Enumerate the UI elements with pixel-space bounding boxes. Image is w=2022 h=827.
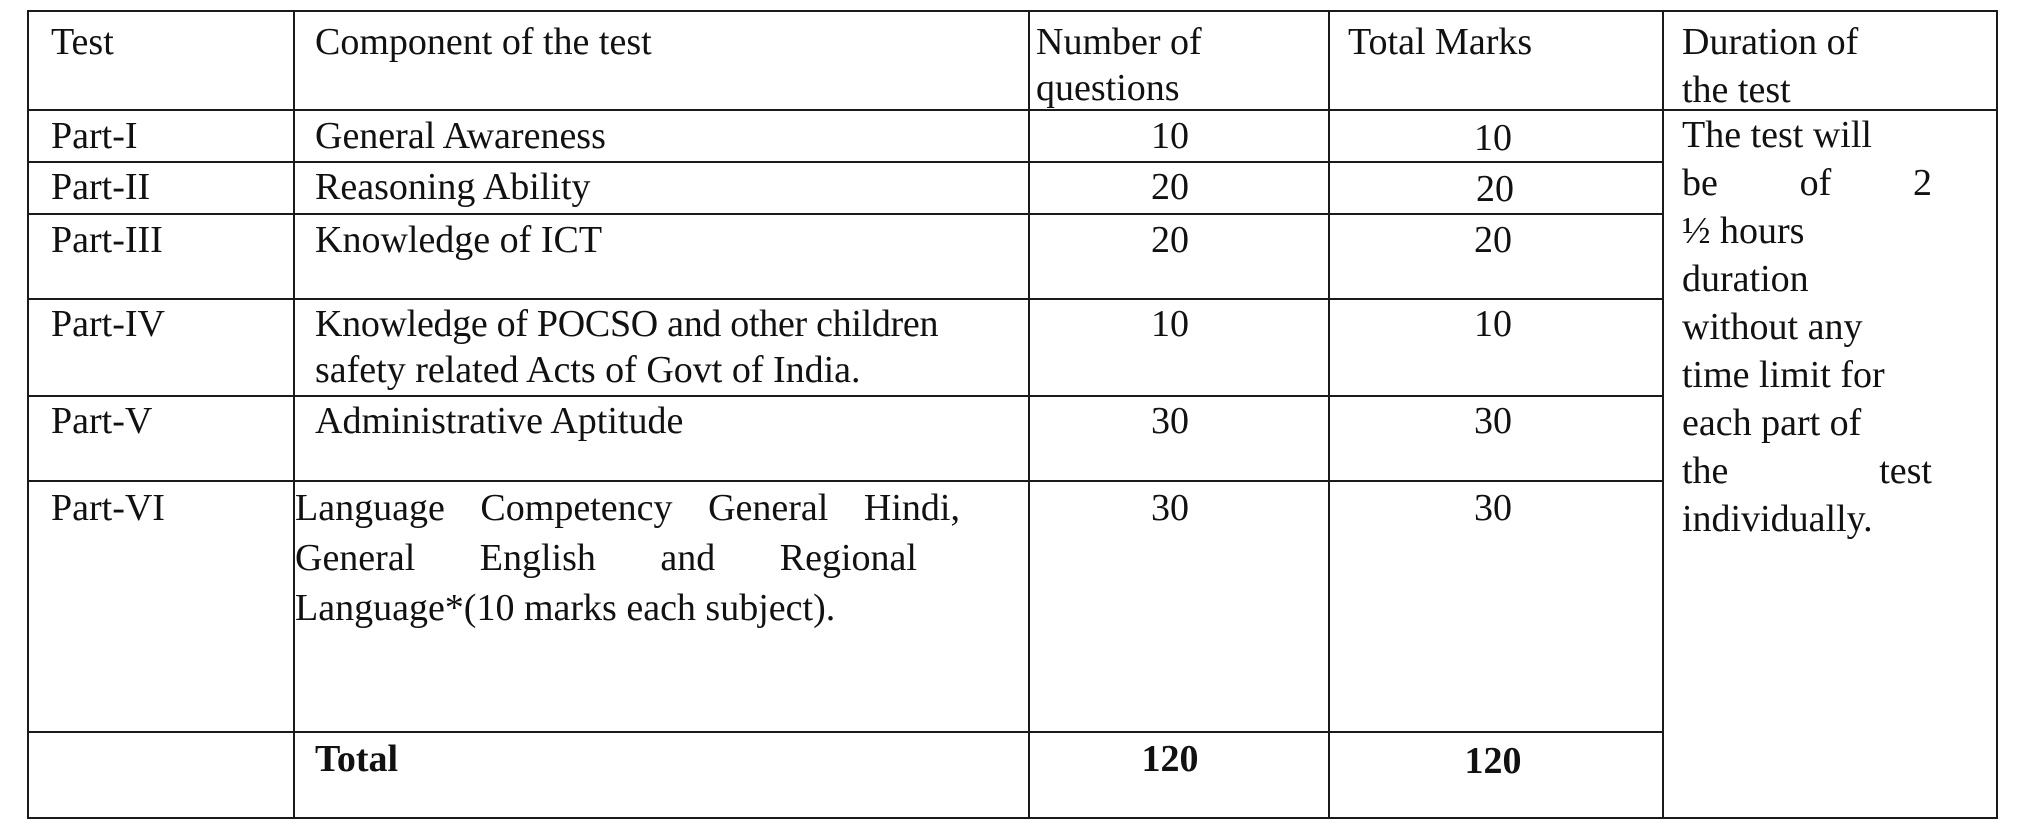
row-4-test: Part-IV bbox=[51, 303, 165, 345]
duration-line-6: time limit for bbox=[1682, 354, 1885, 396]
header-marks: Total Marks bbox=[1348, 21, 1533, 63]
row-3-component: Knowledge of ICT bbox=[315, 219, 603, 261]
table-row-2-marks-cell bbox=[1328, 161, 1664, 215]
total-marks: 120 bbox=[1464, 740, 1522, 782]
duration-line-3: ½ hours bbox=[1682, 210, 1805, 252]
total-row-test-cell bbox=[27, 731, 295, 819]
table-row-4-questions-cell bbox=[1028, 298, 1330, 397]
table-row-3-component-cell bbox=[293, 213, 1030, 300]
duration-line-2 bbox=[1682, 159, 1932, 207]
row-4-component-line1: Knowledge of POCSO and other children bbox=[315, 303, 939, 345]
row-6-marks: 30 bbox=[1474, 487, 1512, 529]
table-row-1-test-cell bbox=[27, 109, 295, 163]
table-row-3-marks-cell bbox=[1328, 213, 1664, 300]
row-2-test: Part-II bbox=[51, 166, 151, 208]
header-questions-line1: Number of bbox=[1036, 21, 1202, 63]
table-row-6-questions-cell bbox=[1028, 480, 1330, 733]
table-row-1-questions-cell bbox=[1028, 109, 1330, 163]
duration-word-be: be bbox=[1682, 162, 1718, 204]
row-1-questions: 10 bbox=[1151, 115, 1189, 157]
header-questions-line2: questions bbox=[1036, 67, 1180, 109]
header-component-cell bbox=[293, 10, 1030, 111]
total-questions: 120 bbox=[1141, 738, 1199, 780]
table-row-1-component-cell bbox=[293, 109, 1030, 163]
duration-text bbox=[1682, 111, 1932, 543]
table-row-5-questions-cell bbox=[1028, 395, 1330, 482]
header-questions-cell bbox=[1028, 10, 1330, 111]
table-row-3-questions-cell bbox=[1028, 213, 1330, 300]
row-3-questions: 20 bbox=[1151, 219, 1189, 261]
row-6-component-line2 bbox=[295, 534, 960, 582]
row-2-component: Reasoning Ability bbox=[315, 166, 591, 208]
row-6-component-line3: Language*(10 marks each subject). bbox=[295, 587, 836, 629]
header-component: Component of the test bbox=[315, 21, 652, 63]
table-row-1-marks-cell bbox=[1328, 109, 1664, 163]
table-row-6-test-cell bbox=[27, 480, 295, 733]
table-row-3-test-cell bbox=[27, 213, 295, 300]
row-2-marks: 20 bbox=[1476, 168, 1514, 210]
row-6-component-line2-text: General English and Regional bbox=[295, 537, 917, 579]
row-1-marks: 10 bbox=[1474, 117, 1512, 159]
duration-word-the: the bbox=[1682, 450, 1729, 492]
table-row-6-marks-cell bbox=[1328, 480, 1664, 733]
row-1-test: Part-I bbox=[51, 115, 138, 157]
row-6-component-line1: Language Competency General Hindi, bbox=[295, 487, 960, 529]
table-row-5-component-cell bbox=[293, 395, 1030, 482]
table-row-4-component-cell bbox=[293, 298, 1030, 397]
table-row-4-marks-cell bbox=[1328, 298, 1664, 397]
total-label: Total bbox=[315, 738, 399, 780]
row-5-marks: 30 bbox=[1474, 400, 1512, 442]
total-row-marks-cell bbox=[1328, 731, 1664, 819]
duration-line-9: individually. bbox=[1682, 498, 1873, 540]
table-row-6-component-cell bbox=[293, 480, 1030, 733]
duration-line-7: each part of bbox=[1682, 402, 1862, 444]
duration-line-5: without any bbox=[1682, 306, 1863, 348]
row-3-marks: 20 bbox=[1474, 219, 1512, 261]
total-row-label-cell bbox=[293, 731, 1030, 819]
row-4-questions: 10 bbox=[1151, 303, 1189, 345]
table-row-2-questions-cell bbox=[1028, 161, 1330, 215]
duration-line-1: The test will bbox=[1682, 114, 1872, 156]
row-5-component: Administrative Aptitude bbox=[315, 400, 684, 442]
header-duration-line2: the test bbox=[1682, 69, 1791, 111]
row-5-questions: 30 bbox=[1151, 400, 1189, 442]
row-4-component-line2: safety related Acts of Govt of India. bbox=[315, 349, 861, 391]
duration-line-8 bbox=[1682, 447, 1932, 495]
table-row-5-marks-cell bbox=[1328, 395, 1664, 482]
duration-line-4: duration bbox=[1682, 258, 1809, 300]
header-test: Test bbox=[51, 21, 114, 63]
row-4-marks: 10 bbox=[1474, 303, 1512, 345]
duration-word-of: of bbox=[1799, 162, 1832, 204]
row-3-test: Part-III bbox=[51, 219, 163, 261]
duration-word-test: test bbox=[1879, 450, 1932, 492]
table-row-5-test-cell bbox=[27, 395, 295, 482]
duration-word-2: 2 bbox=[1913, 162, 1932, 204]
header-test-cell bbox=[27, 10, 295, 111]
row-1-component: General Awareness bbox=[315, 115, 606, 157]
table-row-2-component-cell bbox=[293, 161, 1030, 215]
header-duration-line1: Duration of bbox=[1682, 21, 1859, 63]
total-row-questions-cell bbox=[1028, 731, 1330, 819]
table-row-4-test-cell bbox=[27, 298, 295, 397]
row-6-test: Part-VI bbox=[51, 487, 165, 529]
duration-merged-cell bbox=[1662, 109, 1998, 819]
header-marks-cell bbox=[1328, 10, 1664, 111]
table-row-2-test-cell bbox=[27, 161, 295, 215]
header-duration-cell bbox=[1662, 10, 1998, 111]
row-6-questions: 30 bbox=[1151, 487, 1189, 529]
row-5-test: Part-V bbox=[51, 400, 153, 442]
row-2-questions: 20 bbox=[1151, 166, 1189, 208]
